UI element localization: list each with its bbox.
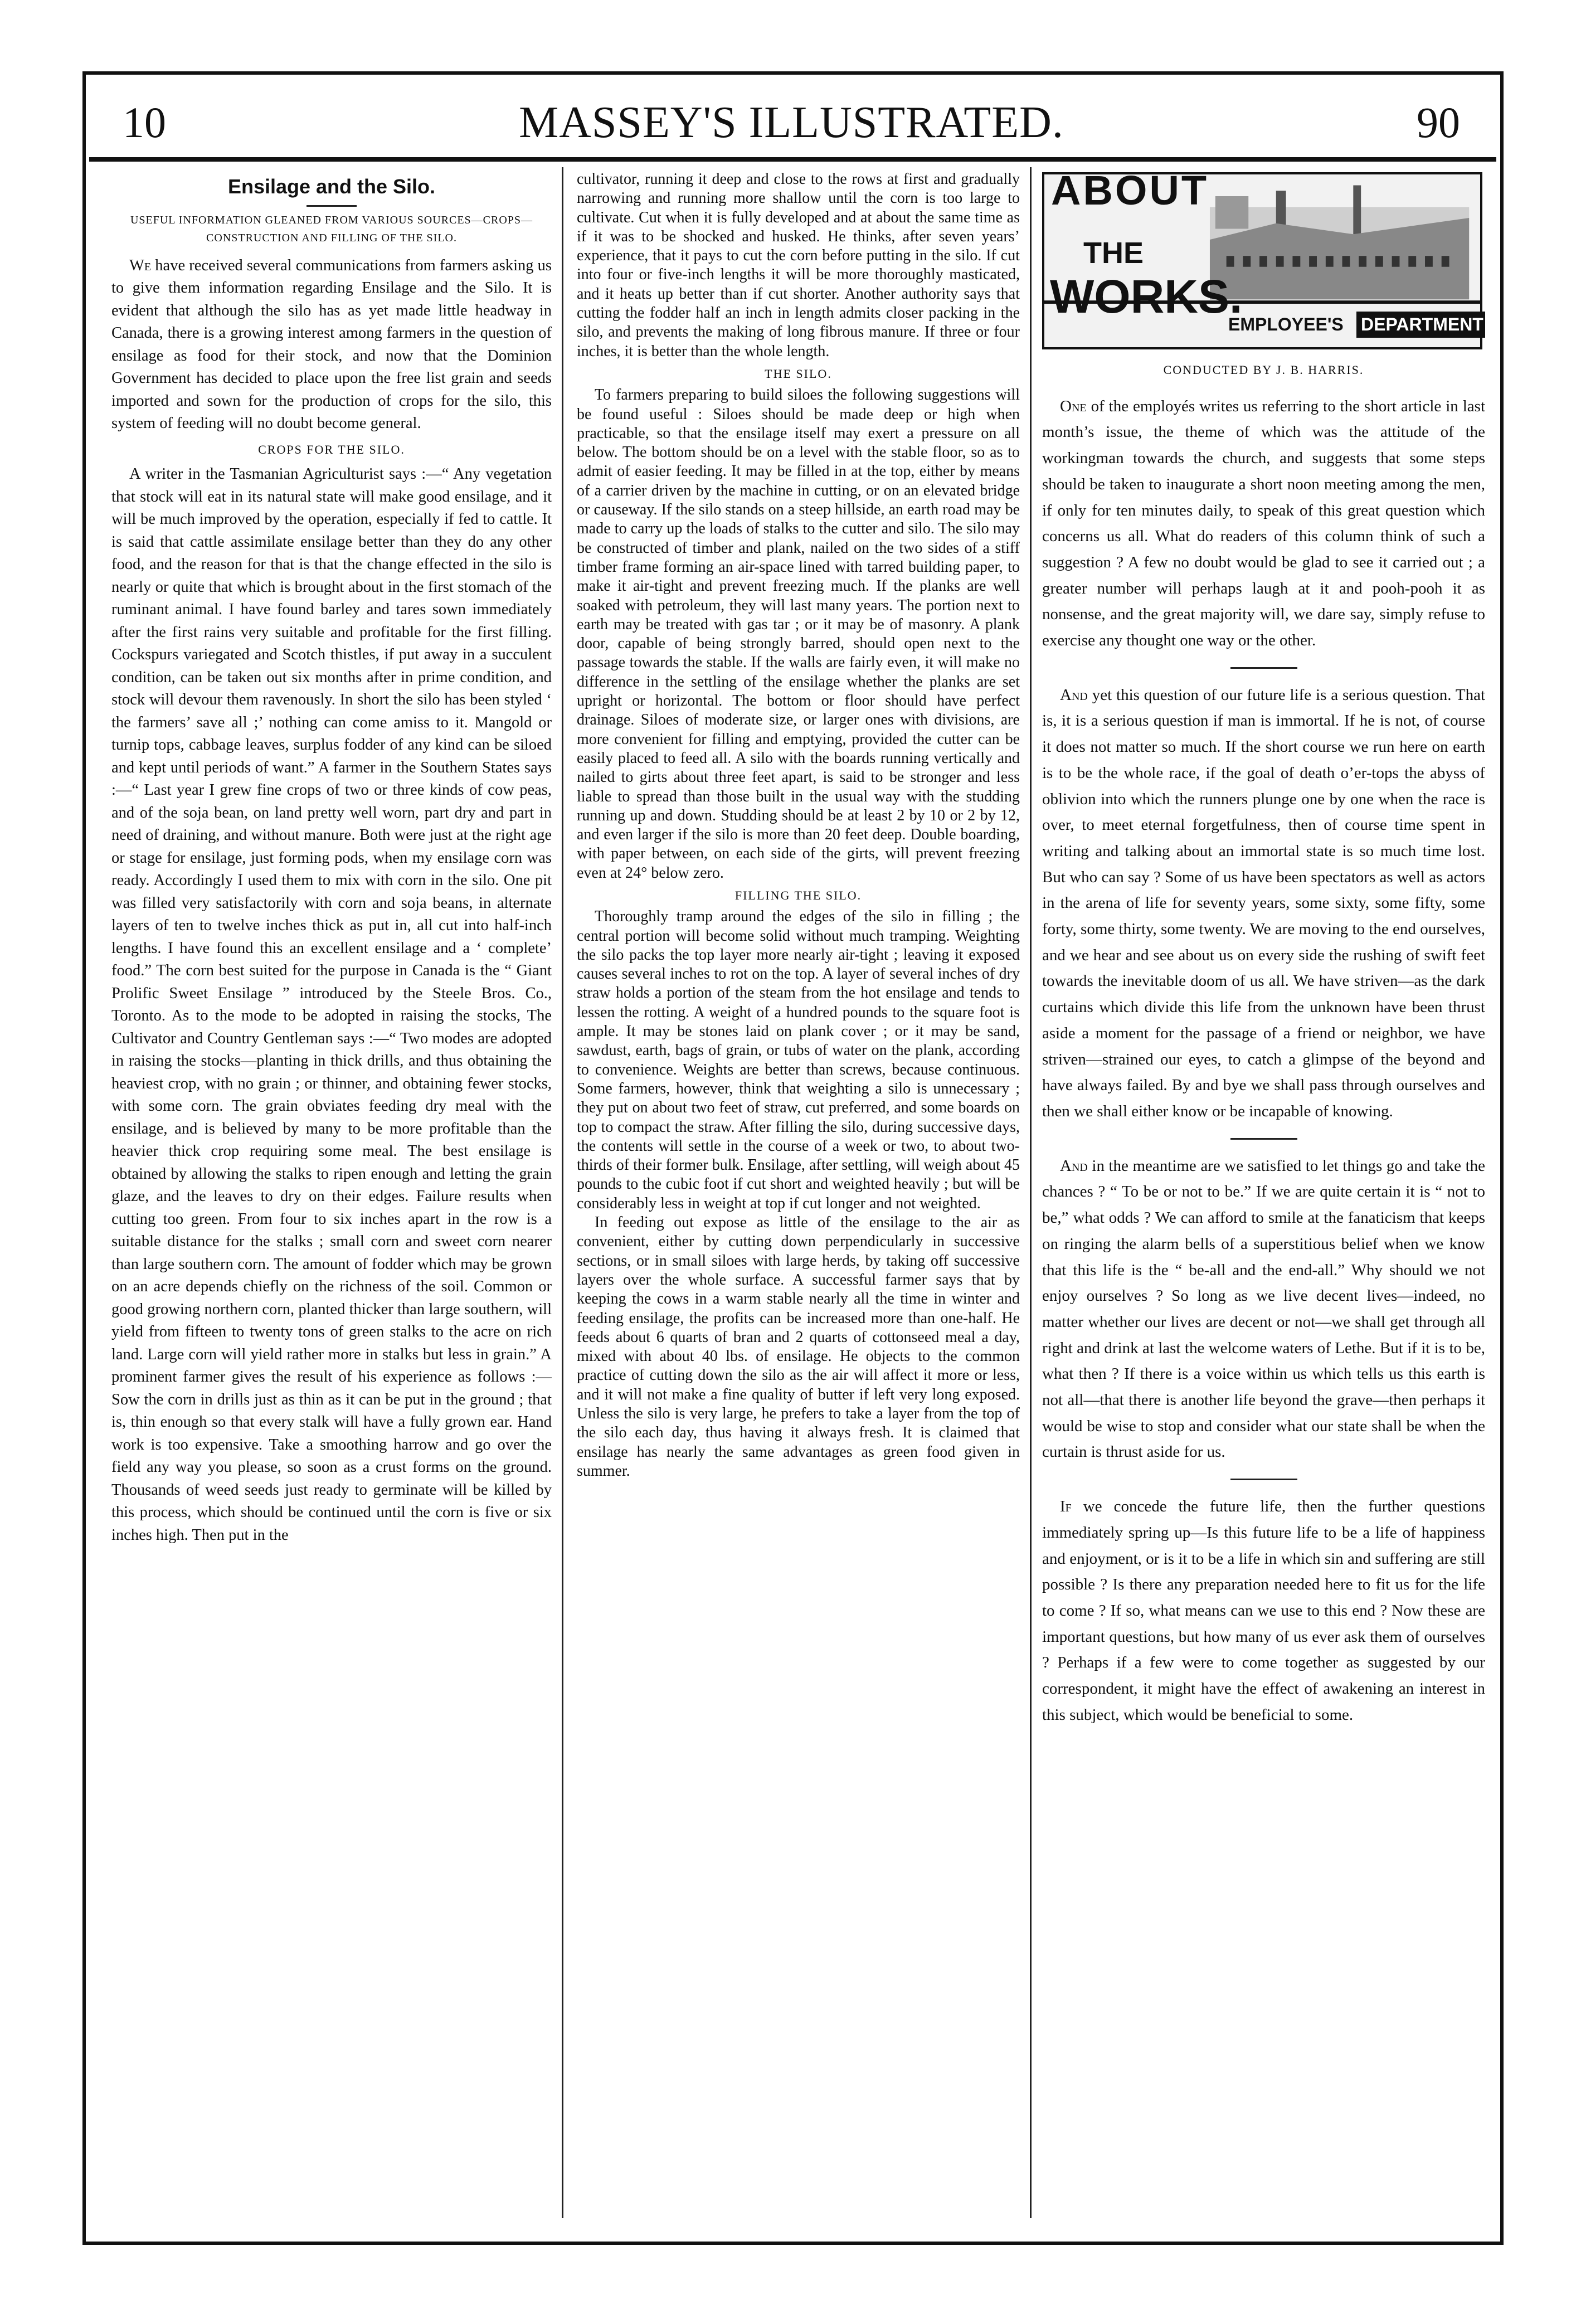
section-separator — [1230, 667, 1297, 669]
column-divider — [1030, 167, 1032, 2218]
paragraph-one — [1042, 393, 1485, 654]
section-subhead: CROPS FOR THE SILO. — [258, 442, 405, 456]
paragraph-two — [1042, 682, 1485, 1125]
banner-employees: EMPLOYEE'S — [1228, 314, 1344, 334]
header-rule — [89, 157, 1496, 162]
section-separator — [1230, 1138, 1297, 1140]
drop-lead: We — [129, 256, 152, 274]
section-separator — [1230, 1479, 1297, 1480]
drop-lead: And — [1060, 1156, 1088, 1175]
article-title: Ensilage and the Silo. — [227, 175, 436, 198]
section-subhead: THE SILO. — [765, 366, 832, 381]
feeding-paragraph: In feeding out expose as little of the ensilage to the air as convenient, either by cutting down perpendicularly in successive sections, or in small siloes with large herds, by taking off successive layers over the whole surface. A successful farmer says that by keeping the cows in a warm stable nearly all the time in winter and feeding ensilage, the profits can be increased more than one-half. He feeds about 6 quarts of bran and 2 quarts of cottonseed meal a day, mixed with about 40 lbs. of ensilage. He objects to the common practice of cutting down the silo as the air will affect it more or less, and it will not make a fine quality of butter if left very long exposed. Unless the silo is very large, he prefers to take a layer from the top of the silo each day, thus having it always fresh. It is claimed that ensilage has nearly the same advantages as green food given in summer. — [577, 1214, 1020, 1480]
title-rule — [307, 205, 357, 207]
page-header — [89, 92, 1494, 153]
paragraph-four — [1042, 1494, 1485, 1728]
banner-works: WORKS. — [1050, 270, 1243, 323]
paragraph-one-text: of the employés writes us referring to the short article in last month’s issue, the theme of which was the attitude of the workingman towards the church, and suggests that some steps should be taken to inaugurate a short noon meeting among the men, if only for ten minutes daily, to speak of this great question which concerns us all. What do readers of this column think of such a suggestion ? A few no doubt would be glad to see it carried out ; a greater number will perhaps laugh at it and pooh-pooh it as nonsense, and the great majority will, we dare say, simply refuse to exercise any thought one way or the other. — [1042, 397, 1485, 650]
drop-lead: And — [1060, 685, 1088, 704]
paragraph-four-text: we concede the future life, then the further questions immediately spring up—Is this future life to be a life of happiness and enjoyment, or is it to be a life in which sin and suffering are still possible ? Is there any preparation needed here to fit us for the life to come ? If so, what means can we use to this end ? Now these are important questions, but how many of us ever ask them of ourselves ? Perhaps if a few were to come together as suggested by our correspondent, it might have the effect of awakening an interest in this subject, which would be beneficial to some. — [1042, 1498, 1485, 1724]
paragraph-three-text: in the meantime are we satisfied to let things go and take the chances ? “ To be or not to be.” If we are quite certain it is “ not to be,” what odds ? We can afford to smile at the fanaticism that keeps on ringing the alarm bells of a superstitious belief when we know that this life is the “ be-all and the end-all.” Why should we not enjoy ourselves ? So long as we live decent lives—indeed, no matter whether our lives are decent or not—we shall get through all right and drink at last the welcome waters of Lethe. But if it is to be, what then ? If there is a voice within us which tells us this earth is not all—that there is another life beyond the grave—then perhaps it would be wise to stop and consider what our state shall be when the curtain is thrust aside for us. — [1042, 1156, 1485, 1461]
works-banner — [1042, 172, 1482, 349]
banner-about: ABOUT — [1051, 170, 1209, 213]
intro-text: have received several communications from farmers asking us to give them information regarding Ensilage and the Silo. It is evident that although the silo has as yet made little headway in Canada, there is a growing interest among farmers in the question of ensilage as food for their stock, and now that the Dominion Government has decided to place upon the free list grain and seeds imported and sown for the production of crops for the silo, this system of feeding will no doubt become general. — [111, 256, 552, 432]
column-divider — [562, 167, 563, 2218]
intro-paragraph — [111, 255, 552, 435]
banner-the: THE — [1083, 236, 1144, 270]
drop-lead: If — [1060, 1498, 1072, 1516]
crops-paragraph: A writer in the Tasmanian Agriculturist says :—“ Any vegetation that stock will eat in its natural state will make good ensilage, and it will be much improved by the operation, especially if fed to cattle. It is said that cattle assimilate ensilage better than they do any other food, and the reason for that is that the change effected in the silo is nearly or quite that which is brought about in the first stomach of the ruminant animal. I have found barley and tares sown immediately after the first rains very suitable and profitable for the first filling. Cockspurs variegated and Scotch thistles, if put away in a succulent condition, can be taken out six months after in prime condition, and stock will devour them ravenously. In short the silo has been styled ‘ the farmers’ save all ;’ nothing can come amiss to it. Mangold or turnip tops, cabbage leaves, surplus fodder of any kind can be siloed and kept until periods of want.” A farmer in the Southern States says :—“ Last year I grew fine crops of two or three kinds of cow peas, and of the soja bean, on land pretty well worn, part dry and part in need of draining, and without manure. Both were just at the right age or stage for ensilage, just forming pods, when my ensilage corn was ready. Accordingly I used them to mix with corn in the silo. One pit was filled very satisfactorily with corn and soja beans, in alternate layers of ten to twelve inches thick as put in, all cut into half-inch lengths. I have found this an excellent ensilage and a ‘ complete’ food.” The corn best suited for the purpose in Canada is the “ Giant Prolific Sweet Ensilage ” introduced by the Steele Bros. Co., Toronto. As to the mode to be adopted in raising the stocks, The Cultivator and Country Gentleman says :—“ Two modes are adopted in raising the stocks—planting in thick drills, and thus obtaining the heaviest crop, with no grain ; or thinner, and obtaining fewer stocks, with some corn. The grain obviates feeding dry meal with the ensilage, and is believed by many to be more profitable than the heavier thick crop requiring some meal. The best ensilage is obtained by allowing the stalks to ripen enough and letting the grain glaze, and the leaves to dry on their edges. Failure results when cutting too green. From four to six inches apart in the row is a suitable distance for the stalks ; small corn and sweet corn nearer than large southern corn. The amount of fodder which may be grown on an acre depends chiefly on the richness of the soil. Common or good growing northern corn, planted thicker than large southern, will yield from fifteen to twenty tons of green stalks to the acre on rich land. Large corn will yield rather more in stalks but less in grain.” A prominent farmer gives the result of his experience as follows :—Sow the corn in drills just as thin as it can be put in the ground ; that is, thin enough so that every stalk will have a fully grown ear. Hand work is too expensive. Take a smoothing harrow and go over the field any way you please, so soon as a crust forms on the ground. Thousands of weed seeds just ready to germinate will be killed by this process, which should be continued until the corn is five or six inches high. Then put in the — [111, 465, 552, 1544]
page-number-left: 10 — [123, 98, 166, 147]
masthead-title: MASSEY'S ILLUSTRATED. — [519, 98, 1064, 147]
drop-lead: One — [1060, 397, 1087, 415]
section-subhead: FILLING THE SILO. — [734, 888, 862, 902]
conducted-by: CONDUCTED BY J. B. HARRIS. — [1163, 363, 1364, 377]
paragraph-two-text: yet this question of our future life is a serious question. That is, it is a serious question if man is immortal. If he is not, of course it does not matter so much. If the short course we run here on earth is to be the whole race, if the goal of death o’er-tops the abyss of oblivion into which the runners plunge one by one when the race is over, to meet eternal forgetfulness, then of course time spent in writing and talking about an immortal state is so much time lost. But who can say ? Some of us have been spectators as well as actors in the arena of life for seventy years, some sixty, some fifty, some forty, some thirty, some twenty. We are moving to the end ourselves, and we hear and see about us on every side the rushing of swift feet towards the inevitable doom of us all. We have striven—as the dark curtains which divide this life from the unknown have been thrust aside a moment for the passage of a friend or neighbor, we have striven—strained our eyes, to catch a glimpse of the beyond and have always failed. By and bye we shall pass through ourselves and then we shall either know or be incapable of knowing. — [1042, 685, 1485, 1120]
column-one — [111, 170, 552, 2221]
column-two — [577, 170, 1020, 2221]
silo-paragraph: To farmers preparing to build siloes the following suggestions will be found useful : Siloes should be made deep or high when practicable, so that the ensilage itself may exert a pressure on all below. The bottom should be on a level with the stable floor, so as to admit of easier feeding. It may be filled in at the top, either by means of a carrier driven by the machine in cutting, or on an elevated bridge or causeway. If the silo stands on a steep hillside, an earth road may be made to carry up the loads of stalks to the cutter and silo. The silo may be constructed of timber and plank, nailed on the two sides of a stiff timber frame forming an air-space lined with tarred building paper, to make it air-tight and prevent freezing much. If the planks are well soaked with petroleum, they will last many years. The portion next to earth may be treated with gas tar ; or it may be of masonry. A plank door, capable of being strongly barred, should open next to the passage towards the stable. If the walls are fairly even, it will make no difference in the settling of the ensilage whether the planks are set upright or horizontal. The bottom or floor should have perfect drainage. Siloes of moderate size, or larger ones with divisions, are more convenient for filling and emptying, provided the cutter can be easily placed to feed all. A silo with the boards running vertically and nailed to girts about three feet apart, is said to be stronger and less liable to spread than those built in the usual way with the studding running up and down. Studding should be at least 2 by 10 or 2 by 12, and even larger if the silo is more than 20 feet deep. Double boarding, with paper between, on each side of the girts, will prevent freezing even at 24° below zero. — [577, 386, 1020, 882]
article-subtitle: USEFUL INFORMATION GLEANED FROM VARIOUS SOURCES—CROPS—CONSTRUCTION AND FILLING OF THE SILO. — [130, 213, 533, 244]
filling-paragraph: Thoroughly tramp around the edges of the silo in filling ; the central portion will become solid without much tramping. Weighting the silo packs the top layer more nearly air-tight ; leaving it exposed causes several inches to rot on the top. A layer of several inches of dry straw holds a portion of the steam from the hot ensilage and tends to lessen the rotting. A weight of a hundred pounds to the square foot is ample. It may be stones laid on plank cover ; or it may be sand, sawdust, earth, bags of grain, or tubs of water on the plank, according to convenience. Weights are better than screws, because continuous. Some farmers, however, think that weighting a silo is unnecessary ; they put on about two feet of straw, cut preferred, and some boards on top to compact the straw. After filling the silo, during successive days, the contents will settle in the course of a week or two, to about two-thirds of their former bulk. Ensilage, after settling, will weigh about 45 pounds to the cubic foot if cut short and weighted heavily ; but will be considerably less in weight at top if cut longer and not weighted. — [577, 908, 1020, 1212]
paragraph-three — [1042, 1153, 1485, 1465]
page-number-right: 90 — [1417, 98, 1460, 147]
column-three — [1042, 170, 1485, 2221]
banner-department: DEPARTMENT — [1356, 312, 1485, 338]
continued-paragraph: cultivator, running it deep and close to the rows at first and gradually narrowing and running more shallow until the corn is too large to cultivate. Cut when it is fully developed and at about the same time as if it was to be shocked and husked. He thinks, after seven years’ experience, that it pays to cut the corn before putting in the silo. If cut into four or five-inch lengths it will be more thoroughly masticated, and it heats up better than if cut shorter. Another authority says that cutting the fodder half an inch in length admits closer packing in the silo, and prevents the making of long fibrous manure. If three or four inches, it is better than the whole length. — [577, 171, 1020, 360]
